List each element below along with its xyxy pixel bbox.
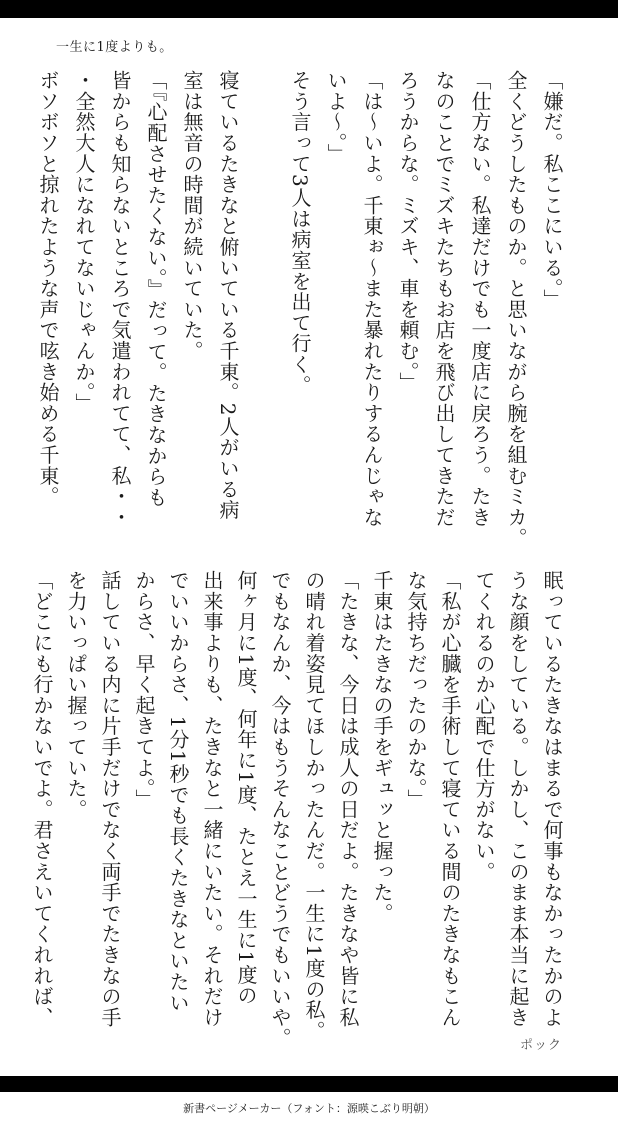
text-line: いよ〜。」: [324, 70, 348, 164]
text-line: 室は無音の時間が続いていた。: [180, 70, 204, 362]
text-line: 眠っているたきなはまるで何事もなかったかのよ: [540, 570, 564, 1028]
running-header: 一生に1度よりも。: [56, 40, 173, 55]
text-line: な気持ちだったのかな。」: [404, 570, 428, 810]
text-line: の晴れ着姿見てほしかったんだ。一生に1度の私。: [302, 570, 326, 1042]
text-line: 皆からも知らないところで気遣われてて、私・・: [108, 70, 132, 528]
top-bar: [0, 0, 618, 18]
text-line: を力いっぱい握っていた。: [64, 570, 88, 820]
text-line: 「私が心臓を手術して寝ている間のたきなもこん: [438, 570, 462, 1028]
text-line: 「仕方ない。私達だけでも一度店に戻ろう。たき: [468, 70, 492, 528]
text-line: てくれるのか心配で仕方がない。: [472, 570, 496, 882]
text-line: うな顔をしている。しかし、このまま本当に起き: [506, 570, 530, 1028]
generator-credit: 新書ページメーカー（フォント：源暎こぶり明朝）: [183, 1102, 435, 1115]
text-line: でいいからさ、1分1秒でも長くたきなといたい: [166, 570, 190, 1014]
text-line: ろうからな。ミズキ、車を頼む。」: [396, 70, 420, 393]
bottom-bar: [0, 1076, 618, 1092]
text-line: ボソボソと掠れたような声で呟き始める千東。: [36, 70, 60, 507]
text-line: 「たきな、今日は成人の日だよ。たきなや皆に私: [336, 570, 360, 1028]
text-line: なのことでミズキたちもお店を飛び出してきただ: [432, 70, 456, 528]
text-line: でもなんか、今はもうそんなことどうでもいいや。: [268, 570, 292, 1049]
text-line: そう言って3人は病室を出て行く。: [288, 70, 312, 396]
text-line: 「『心配させたくない。』だって。たきなからも: [144, 70, 168, 508]
text-line: 何ヶ月に1度、何年に1度、たとえ一生に1度の: [234, 570, 258, 1006]
text-line: 話している内に片手だけでなく両手でたきなの手: [98, 570, 122, 1028]
text-line: 「は〜いよ。千東ぉ〜また暴れたりするんじゃな: [360, 70, 384, 528]
text-line: 「嫌だ。私ここにいる。」: [540, 70, 564, 310]
text-line: 千東はたきなの手をギュッと握った。: [370, 570, 394, 924]
text-line: 全くどうしたものか。と思いながら腕を組むミカ。: [504, 70, 528, 549]
book-page: [0, 18, 618, 1076]
author-label: ポック: [519, 1038, 562, 1053]
text-line: 寝ているたきなと俯いている千東。2人がいる病: [216, 70, 240, 521]
text-line: 「どこにも行かないでよ。君さえいてくれれば、: [30, 570, 54, 1028]
text-line: 出来事よりも、たきなと一緒にいたい。それだけ: [200, 570, 224, 1028]
text-line: ・全然大人になれてないじゃんか。」: [72, 70, 96, 414]
text-line: からさ、早く起きてよ。」: [132, 570, 156, 810]
